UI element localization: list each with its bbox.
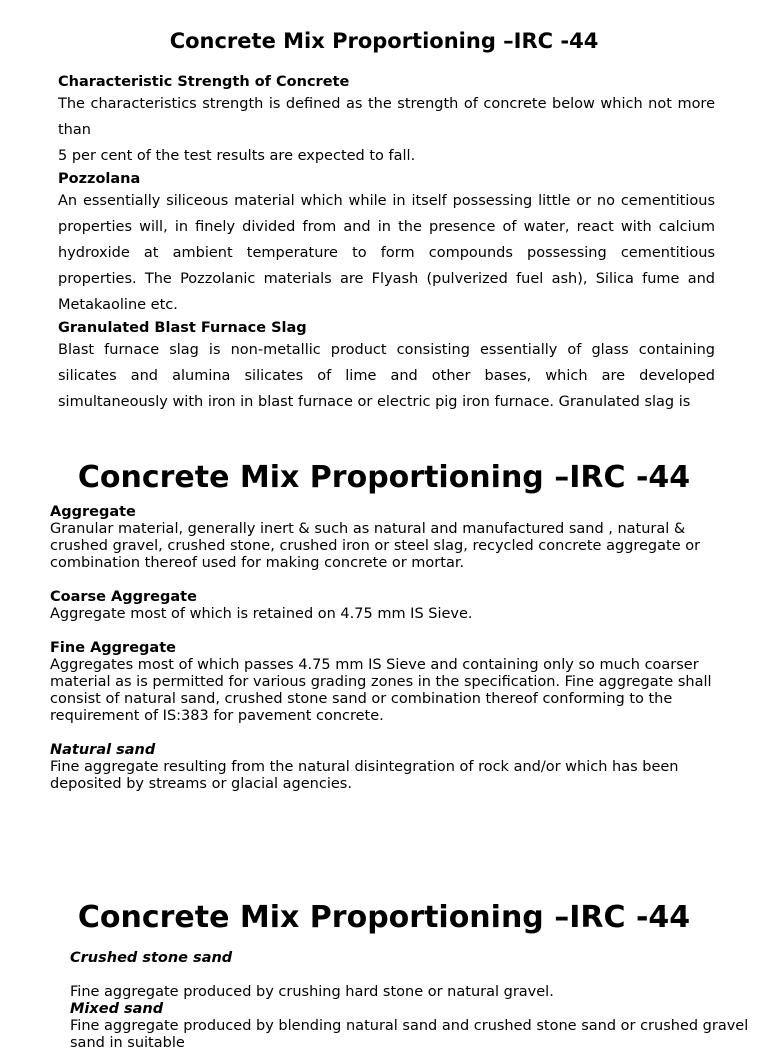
section-text: An essentially siliceous material which while in itself possessing little or no cementitious properties will, in finely divided from and in the presence of water, react with calcium hydroxide at ambient temperature to form compounds possessing cementitious properties. The Pozzolanic materials are Flyash (pulverized fuel ash), Silica fume and Metakaoline etc. [58,193,715,313]
slide-body [50,504,720,793]
term-heading: Crushed stone sand [70,950,233,966]
term-definition: Aggregates most of which passes 4.75 mm IS Sieve and containing only so much coarser material as is permitted for various grading zones in the specification. Fine aggregate shall consist of natural sand, crushed stone sand or combination thereof conforming to the requirement of IS:383 for pavement concrete. [50,657,712,724]
section-text-line: The characteristics strength is defined as the strength of concrete below which not more than [58,96,715,138]
slide-body [70,950,750,1051]
section-heading: Pozzolana [58,171,141,188]
slide-2 [0,440,768,850]
section-heading: Granulated Blast Furnace Slag [58,320,307,337]
term-heading: Natural sand [50,742,156,758]
slide-3 [0,880,768,1051]
term-heading: Mixed sand [70,1001,164,1017]
section-heading: Characteristic Strength of Concrete [58,74,350,90]
term-definition: Fine aggregate produced by crushing hard stone or natural gravel. [70,984,554,1000]
slide-title: Concrete Mix Proportioning –IRC -44 [77,900,691,935]
section-text: Blast furnace slag is non-metallic product consisting essentially of glass containing silicates and alumina silicates of lime and other bases, which are developed simultaneously with iron in blast furnace or electric pig iron furnace. Granulated slag is [58,342,715,410]
slide-title: Concrete Mix Proportioning –IRC -44 [169,29,599,53]
term-heading: Aggregate [50,504,136,520]
term-heading: Fine Aggregate [50,640,176,656]
term-definition: Fine aggregate produced by blending natural sand and crushed stone sand or crushed gravel sand in suitable [70,1018,749,1051]
section-text-line: 5 per cent of the test results are expected to fall. [58,147,416,164]
slide-1 [0,0,768,432]
term-definition: Granular material, generally inert & such as natural and manufactured sand , natural & crushed gravel, crushed stone, crushed iron or steel slag, recycled concrete aggregate or combination thereof used for making concrete or mortar. [50,521,701,571]
term-definition: Fine aggregate resulting from the natural disintegration of rock and/or which has been deposited by streams or glacial agencies. [50,759,679,792]
slide-title: Concrete Mix Proportioning –IRC -44 [77,460,691,495]
slide-body [58,72,715,416]
term-definition: Aggregate most of which is retained on 4.75 mm IS Sieve. [50,606,473,622]
term-heading: Coarse Aggregate [50,589,197,605]
